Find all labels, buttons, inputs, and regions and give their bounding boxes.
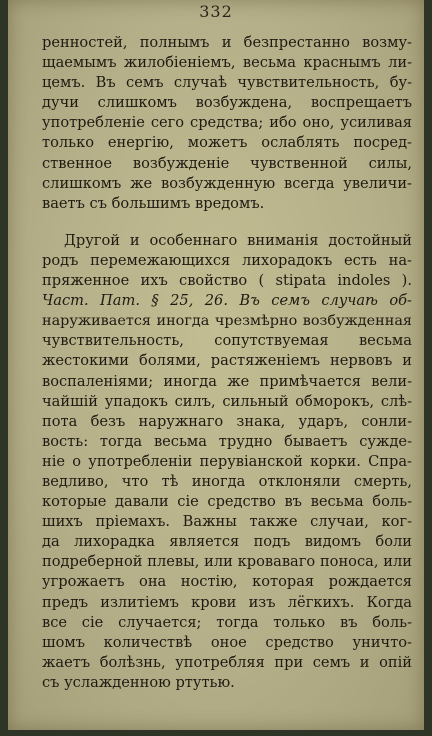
text-line: жестокими болями, растяженіемъ нервовъ и: [42, 352, 412, 370]
text-line: ніе о употребленіи перувіанской корки. Спра-: [42, 452, 412, 470]
text-line: употребленіе сего средства; ибо оно, усиливая: [42, 114, 412, 132]
text-line: родъ перемежающихся лихорадокъ есть на-: [42, 251, 412, 269]
text-line: съ услажденною ртутью.: [42, 673, 235, 691]
page-number: 332: [199, 2, 233, 21]
text-line: жаетъ болѣзнь, употребляя при семъ и опій: [42, 653, 412, 671]
page-text: [42, 33, 412, 693]
text-line: подреберной плевы, или кроваваго поноса, или: [42, 553, 412, 571]
text-line: Част. Пат. § 25, 26. Въ семъ случаѣ об-: [42, 292, 412, 310]
text-line: цемъ. Въ семъ случаѣ чувствительность, бу-: [42, 74, 412, 92]
text-line: пряженное ихъ свойство ( stipata indoles ).: [42, 272, 412, 290]
text-line: пота безъ наружнаго знака, ударъ, сонли-: [42, 412, 412, 430]
text-line: ренностей, полнымъ и безпрестанно возму-: [42, 34, 412, 51]
paragraph-2: [42, 231, 412, 693]
text-line: щаемымъ жилобіеніемъ, весьма краснымъ ли-: [42, 54, 412, 72]
text-line: ваетъ съ большимъ вредомъ.: [42, 194, 265, 212]
paragraph-gap: [42, 214, 412, 231]
text-line: чайшій упадокъ силъ, сильный обморокъ, слѣ-: [42, 392, 412, 410]
text-line: Другой и особеннаго вниманія достойный: [64, 231, 412, 249]
paragraph-1: [42, 33, 412, 214]
text-line: только енергію, можетъ ослаблять посред-: [42, 134, 412, 152]
text-line: ведливо, что тѣ иногда отклоняли смерть,: [42, 472, 412, 490]
text-line: дучи слишкомъ возбуждена, воспрещаетъ: [42, 94, 412, 112]
text-line: наруживается иногда чрезмѣрно возбужденная: [42, 313, 412, 330]
text-line: да лихорадка является подъ видомъ боли: [42, 533, 412, 551]
text-line: слишкомъ же возбужденную всегда увеличи-: [42, 174, 412, 192]
text-line: чувствительность, сопутствуемая весьма: [42, 332, 412, 350]
book-page: [8, 0, 424, 730]
text-line: вость: тогда весьма трудно бываетъ сужде-: [42, 432, 412, 450]
text-line: воспаленіями; иногда же примѣчается вели-: [42, 372, 412, 390]
text-line: шихъ пріемахъ. Важны также случаи, ког-: [42, 513, 412, 531]
text-line: ственное возбужденіе чувственной силы,: [42, 154, 412, 172]
text-line: шомъ количествѣ оное средство уничто-: [42, 633, 412, 651]
text-line: которые давали сіе средство въ весьма боль-: [42, 493, 412, 511]
text-line: предъ излитіемъ крови изъ лёгкихъ. Когда: [42, 593, 412, 611]
text-line: угрожаетъ она ностію, которая рождается: [42, 573, 412, 591]
text-line: все сіе случается; тогда только въ боль-: [42, 613, 412, 631]
